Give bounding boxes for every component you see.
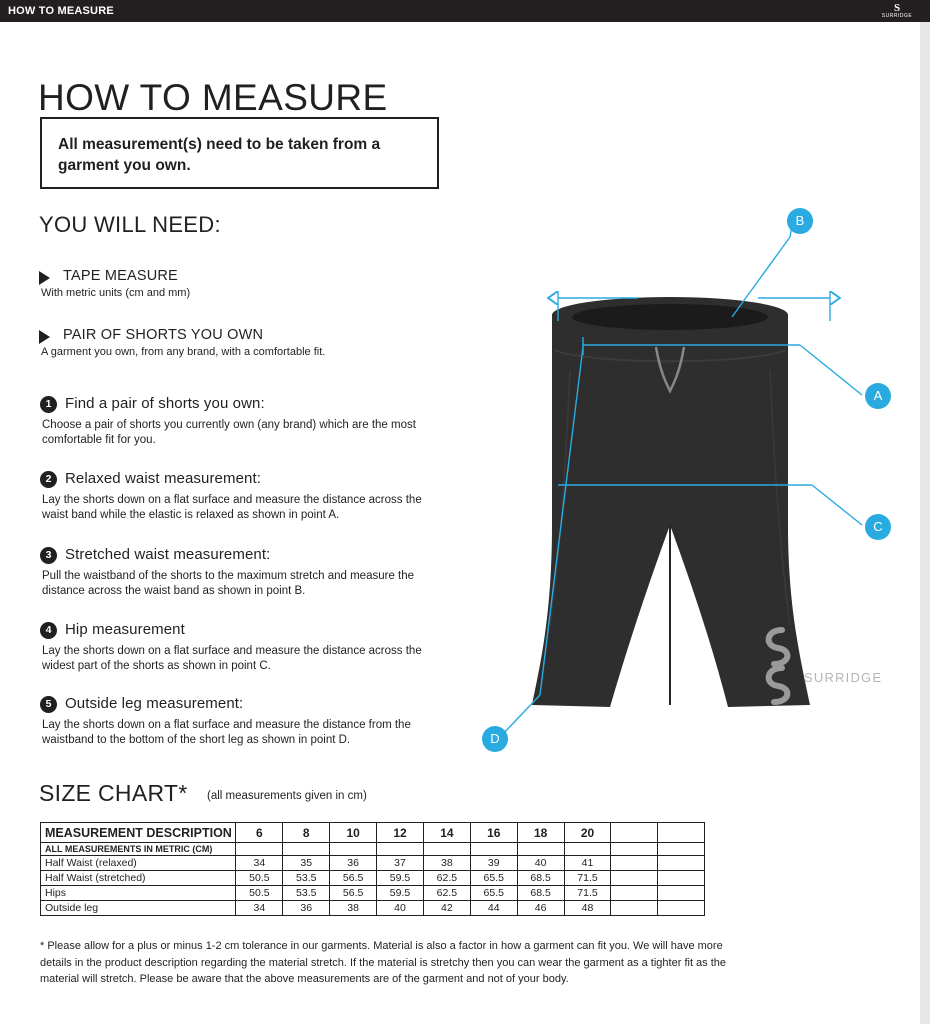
metric-blank xyxy=(330,843,377,856)
top-bar xyxy=(0,0,930,22)
brand-logo xyxy=(870,1,924,21)
table-header-row xyxy=(41,823,705,843)
header-size: 16 xyxy=(470,823,517,843)
header-size: 20 xyxy=(564,823,611,843)
row-label: Half Waist (relaxed) xyxy=(41,856,236,871)
row-value: 59.5 xyxy=(377,886,424,901)
row-value xyxy=(658,886,705,901)
need-item-title: TAPE MEASURE xyxy=(63,268,178,284)
row-value: 34 xyxy=(236,856,283,871)
you-will-need-heading: YOU WILL NEED: xyxy=(39,212,221,237)
header-size: 18 xyxy=(517,823,564,843)
row-value: 71.5 xyxy=(564,871,611,886)
step-4 xyxy=(40,621,440,674)
callout-d: D xyxy=(482,726,508,752)
metric-blank xyxy=(423,843,470,856)
row-value: 35 xyxy=(283,856,330,871)
need-item-shorts xyxy=(39,327,325,358)
row-value: 36 xyxy=(283,901,330,916)
row-value xyxy=(658,856,705,871)
row-value: 46 xyxy=(517,901,564,916)
header-measurement-description: MEASUREMENT DESCRIPTION xyxy=(41,823,236,843)
footnote: * Please allow for a plus or minus 1-2 cm tolerance in our garments. Material is also a factor in how a garment can fit you. We will have more details in the product description regarding the material stretch. If the material is stretchy then you can wear the garment as a tighter fit as the material will stretch. Please be aware that the above measurements are of the garment and not of your body. xyxy=(40,940,727,985)
brand-logo-word: SURRIDGE xyxy=(881,13,913,19)
triangle-bullet-icon xyxy=(39,330,50,344)
table-row xyxy=(41,886,705,901)
row-value xyxy=(611,901,658,916)
header-size: 8 xyxy=(283,823,330,843)
header-size: 6 xyxy=(236,823,283,843)
step-number: 3 xyxy=(40,547,57,564)
header-size xyxy=(658,823,705,843)
step-title: Find a pair of shorts you own: xyxy=(65,395,265,412)
header-size: 14 xyxy=(423,823,470,843)
shorts-illustration-svg xyxy=(470,195,910,775)
table-row xyxy=(41,856,705,871)
brand-logo-mark: S xyxy=(893,2,901,14)
size-chart-title: SIZE CHART* xyxy=(39,780,188,806)
metric-blank xyxy=(564,843,611,856)
metric-blank xyxy=(658,843,705,856)
step-3 xyxy=(40,546,440,599)
row-value: 53.5 xyxy=(283,886,330,901)
row-value xyxy=(611,886,658,901)
row-value: 34 xyxy=(236,901,283,916)
row-label: Hips xyxy=(41,886,236,901)
row-value: 62.5 xyxy=(423,886,470,901)
step-title: Hip measurement xyxy=(65,621,185,638)
step-2 xyxy=(40,470,440,523)
top-bar-title: HOW TO MEASURE xyxy=(8,5,114,17)
row-value: 56.5 xyxy=(330,886,377,901)
row-value xyxy=(611,856,658,871)
row-value: 38 xyxy=(423,856,470,871)
row-value: 36 xyxy=(330,856,377,871)
need-item-subtitle: A garment you own, from any brand, with a comfortable fit. xyxy=(41,346,326,358)
svg-text:SURRIDGE: SURRIDGE xyxy=(804,670,883,685)
row-value: 41 xyxy=(564,856,611,871)
step-number: 5 xyxy=(40,696,57,713)
row-value: 68.5 xyxy=(517,871,564,886)
row-value: 56.5 xyxy=(330,871,377,886)
size-chart-note: (all measurements given in cm) xyxy=(207,790,367,802)
row-value: 50.5 xyxy=(236,871,283,886)
row-value: 44 xyxy=(470,901,517,916)
step-body: Lay the shorts down on a flat surface and measure the distance from the waistband to the bottom of the short leg as shown in point D. xyxy=(42,719,411,746)
row-value: 37 xyxy=(377,856,424,871)
need-item-tape-measure xyxy=(39,268,190,299)
row-value: 40 xyxy=(377,901,424,916)
row-value: 40 xyxy=(517,856,564,871)
table-metric-row xyxy=(41,843,705,856)
step-title: Outside leg measurement: xyxy=(65,695,244,712)
row-value: 68.5 xyxy=(517,886,564,901)
row-value: 59.5 xyxy=(377,871,424,886)
step-body: Choose a pair of shorts you currently own (any brand) which are the most comfortable fit for you. xyxy=(42,419,416,446)
right-edge-strip xyxy=(920,22,930,1024)
need-item-title: PAIR OF SHORTS YOU OWN xyxy=(63,327,264,343)
need-item-subtitle: With metric units (cm and mm) xyxy=(41,287,191,299)
table-row xyxy=(41,901,705,916)
notice-box xyxy=(40,117,439,189)
callout-c: C xyxy=(865,514,891,540)
step-number: 4 xyxy=(40,622,57,639)
step-title: Relaxed waist measurement: xyxy=(65,470,262,487)
metric-blank xyxy=(236,843,283,856)
callout-b: B xyxy=(787,208,813,234)
row-value xyxy=(658,901,705,916)
row-label: Half Waist (stretched) xyxy=(41,871,236,886)
step-body: Lay the shorts down on a flat surface and measure the distance across the widest part of the shorts as shown in point C. xyxy=(42,645,422,672)
step-number: 2 xyxy=(40,471,57,488)
metric-blank xyxy=(470,843,517,856)
row-value: 38 xyxy=(330,901,377,916)
row-value: 71.5 xyxy=(564,886,611,901)
step-body: Lay the shorts down on a flat surface and measure the distance across the waist band while the elastic is relaxed as shown in point A. xyxy=(42,494,422,521)
row-value xyxy=(658,871,705,886)
step-body: Pull the waistband of the shorts to the maximum stretch and measure the distance across the waist band as shown in point B. xyxy=(42,570,415,597)
triangle-bullet-icon xyxy=(39,271,50,285)
row-value: 48 xyxy=(564,901,611,916)
step-1 xyxy=(40,395,440,448)
metric-blank xyxy=(283,843,330,856)
row-value: 42 xyxy=(423,901,470,916)
table-row xyxy=(41,871,705,886)
header-size: 12 xyxy=(377,823,424,843)
header-size: 10 xyxy=(330,823,377,843)
row-value: 65.5 xyxy=(470,886,517,901)
row-value: 62.5 xyxy=(423,871,470,886)
metric-blank xyxy=(377,843,424,856)
shorts-diagram xyxy=(470,195,910,775)
step-number: 1 xyxy=(40,396,57,413)
row-value: 65.5 xyxy=(470,871,517,886)
header-size xyxy=(611,823,658,843)
row-value xyxy=(611,871,658,886)
row-value: 53.5 xyxy=(283,871,330,886)
metric-note: ALL MEASUREMENTS IN METRIC (CM) xyxy=(41,843,236,856)
size-chart-table xyxy=(40,822,705,916)
row-label: Outside leg xyxy=(41,901,236,916)
row-value: 50.5 xyxy=(236,886,283,901)
step-title: Stretched waist measurement: xyxy=(65,546,271,563)
metric-blank xyxy=(517,843,564,856)
row-value: 39 xyxy=(470,856,517,871)
metric-blank xyxy=(611,843,658,856)
callout-a: A xyxy=(865,383,891,409)
step-5 xyxy=(40,695,440,748)
notice-text: All measurement(s) need to be taken from a garment you own. xyxy=(58,136,381,174)
page-title: HOW TO MEASURE xyxy=(38,76,388,118)
